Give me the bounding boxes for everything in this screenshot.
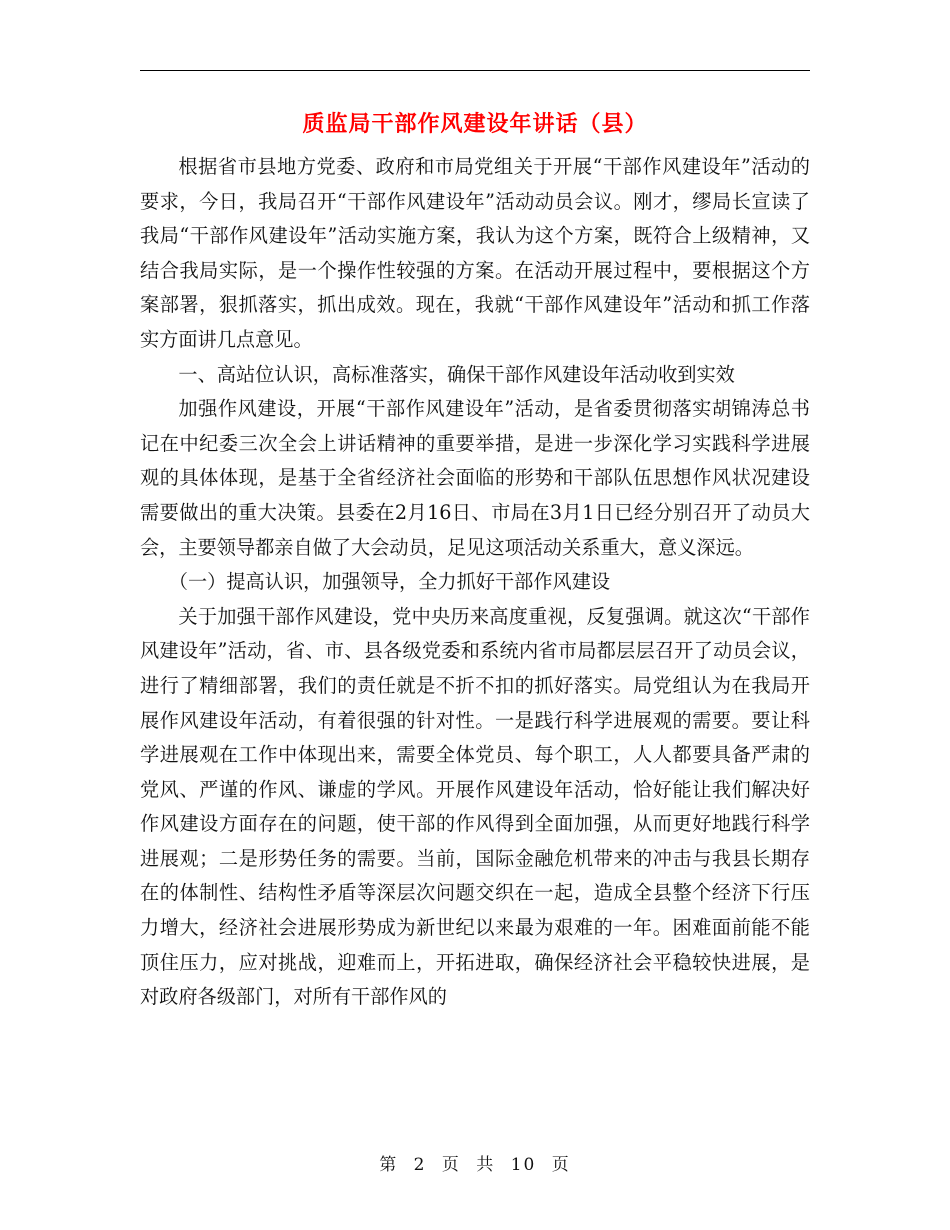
subsection-heading-1: （一）提高认识，加强领导，全力抓好干部作风建设 (168, 570, 611, 594)
section-heading-1: 一、高站位认识，高标准落实，确保干部作风建设年活动收到实效 (178, 362, 735, 386)
footer-label-ye-end: 页 (551, 1155, 571, 1175)
document-title: 质监局干部作风建设年讲话（县） (302, 111, 648, 137)
footer-total-pages: 10 (510, 1155, 537, 1175)
footer-label-total: 共 (476, 1155, 496, 1175)
document-body (140, 150, 810, 1015)
paragraph-intro: 根据省市县地方党委、政府和市局党组关于开展“干部作风建设年”活动的要求，今日，我局召开“干部作风建设年”活动动员会议。刚才，缪局长宣读了我局“干部作风建设年”活动实施方案，我认为这个方案，既符合上级精神，又结合我局实际，是一个操作性较强的方案。在活动开展过程中，要根据这个方案部署，狠抓落实，抓出成效。现在，我就“干部作风建设年”活动和抓工作落实方面讲几点意见。 (140, 155, 810, 351)
paragraph-section-1: 加强作风建设，开展“干部作风建设年”活动，是省委贯彻落实胡锦涛总书记在中纪委三次全会上讲话精神的重要举措，是进一步深化学习实践科学进展观的具体体现，是基于全省经济社会面临的形势和干部队伍思想作风状况建设需要做出的重大决策。县委在2月16日、市局在3月1日已经分别召开了动员大会，主要领导都亲自做了大会动员，足见这项活动关系重大，意义深远。 (140, 397, 810, 559)
header-rule (140, 70, 810, 71)
footer-current-page: 2 (413, 1155, 427, 1175)
paragraph-subsection-1: 关于加强干部作风建设，党中央历来高度重视，反复强调。就这次“干部作风建设年”活动，省、市、县各级党委和系统内省市局都层层召开了动员会议，进行了精细部署，我们的责任就是不折不扣的抓好落实。局党组认为在我局开展作风建设年活动，有着很强的针对性。一是践行科学进展观的需要。要让科学进展观在工作中体现出来，需要全体党员、每个职工，人人都要具备严肃的党风、严谨的作风、谦虚的学风。开展作风建设年活动，恰好能让我们解决好作风建设方面存在的问题，使干部的作风得到全面加强，从而更好地践行科学进展观；二是形势任务的需要。当前，国际金融危机带来的冲击与我县长期存在的体制性、结构性矛盾等深层次问题交织在一起，造成全县整个经济下行压力增大，经济社会进展形势成为新世纪以来最为艰难的一年。困难面前能不能顶住压力，应对挑战，迎难而上，开拓进取，确保经济社会平稳较快进展，是对政府各级部门，对所有干部作风的 (140, 604, 810, 1009)
footer-label-ye: 页 (441, 1155, 461, 1175)
footer-label-page: 第 (379, 1155, 399, 1175)
page-footer (140, 1152, 810, 1178)
